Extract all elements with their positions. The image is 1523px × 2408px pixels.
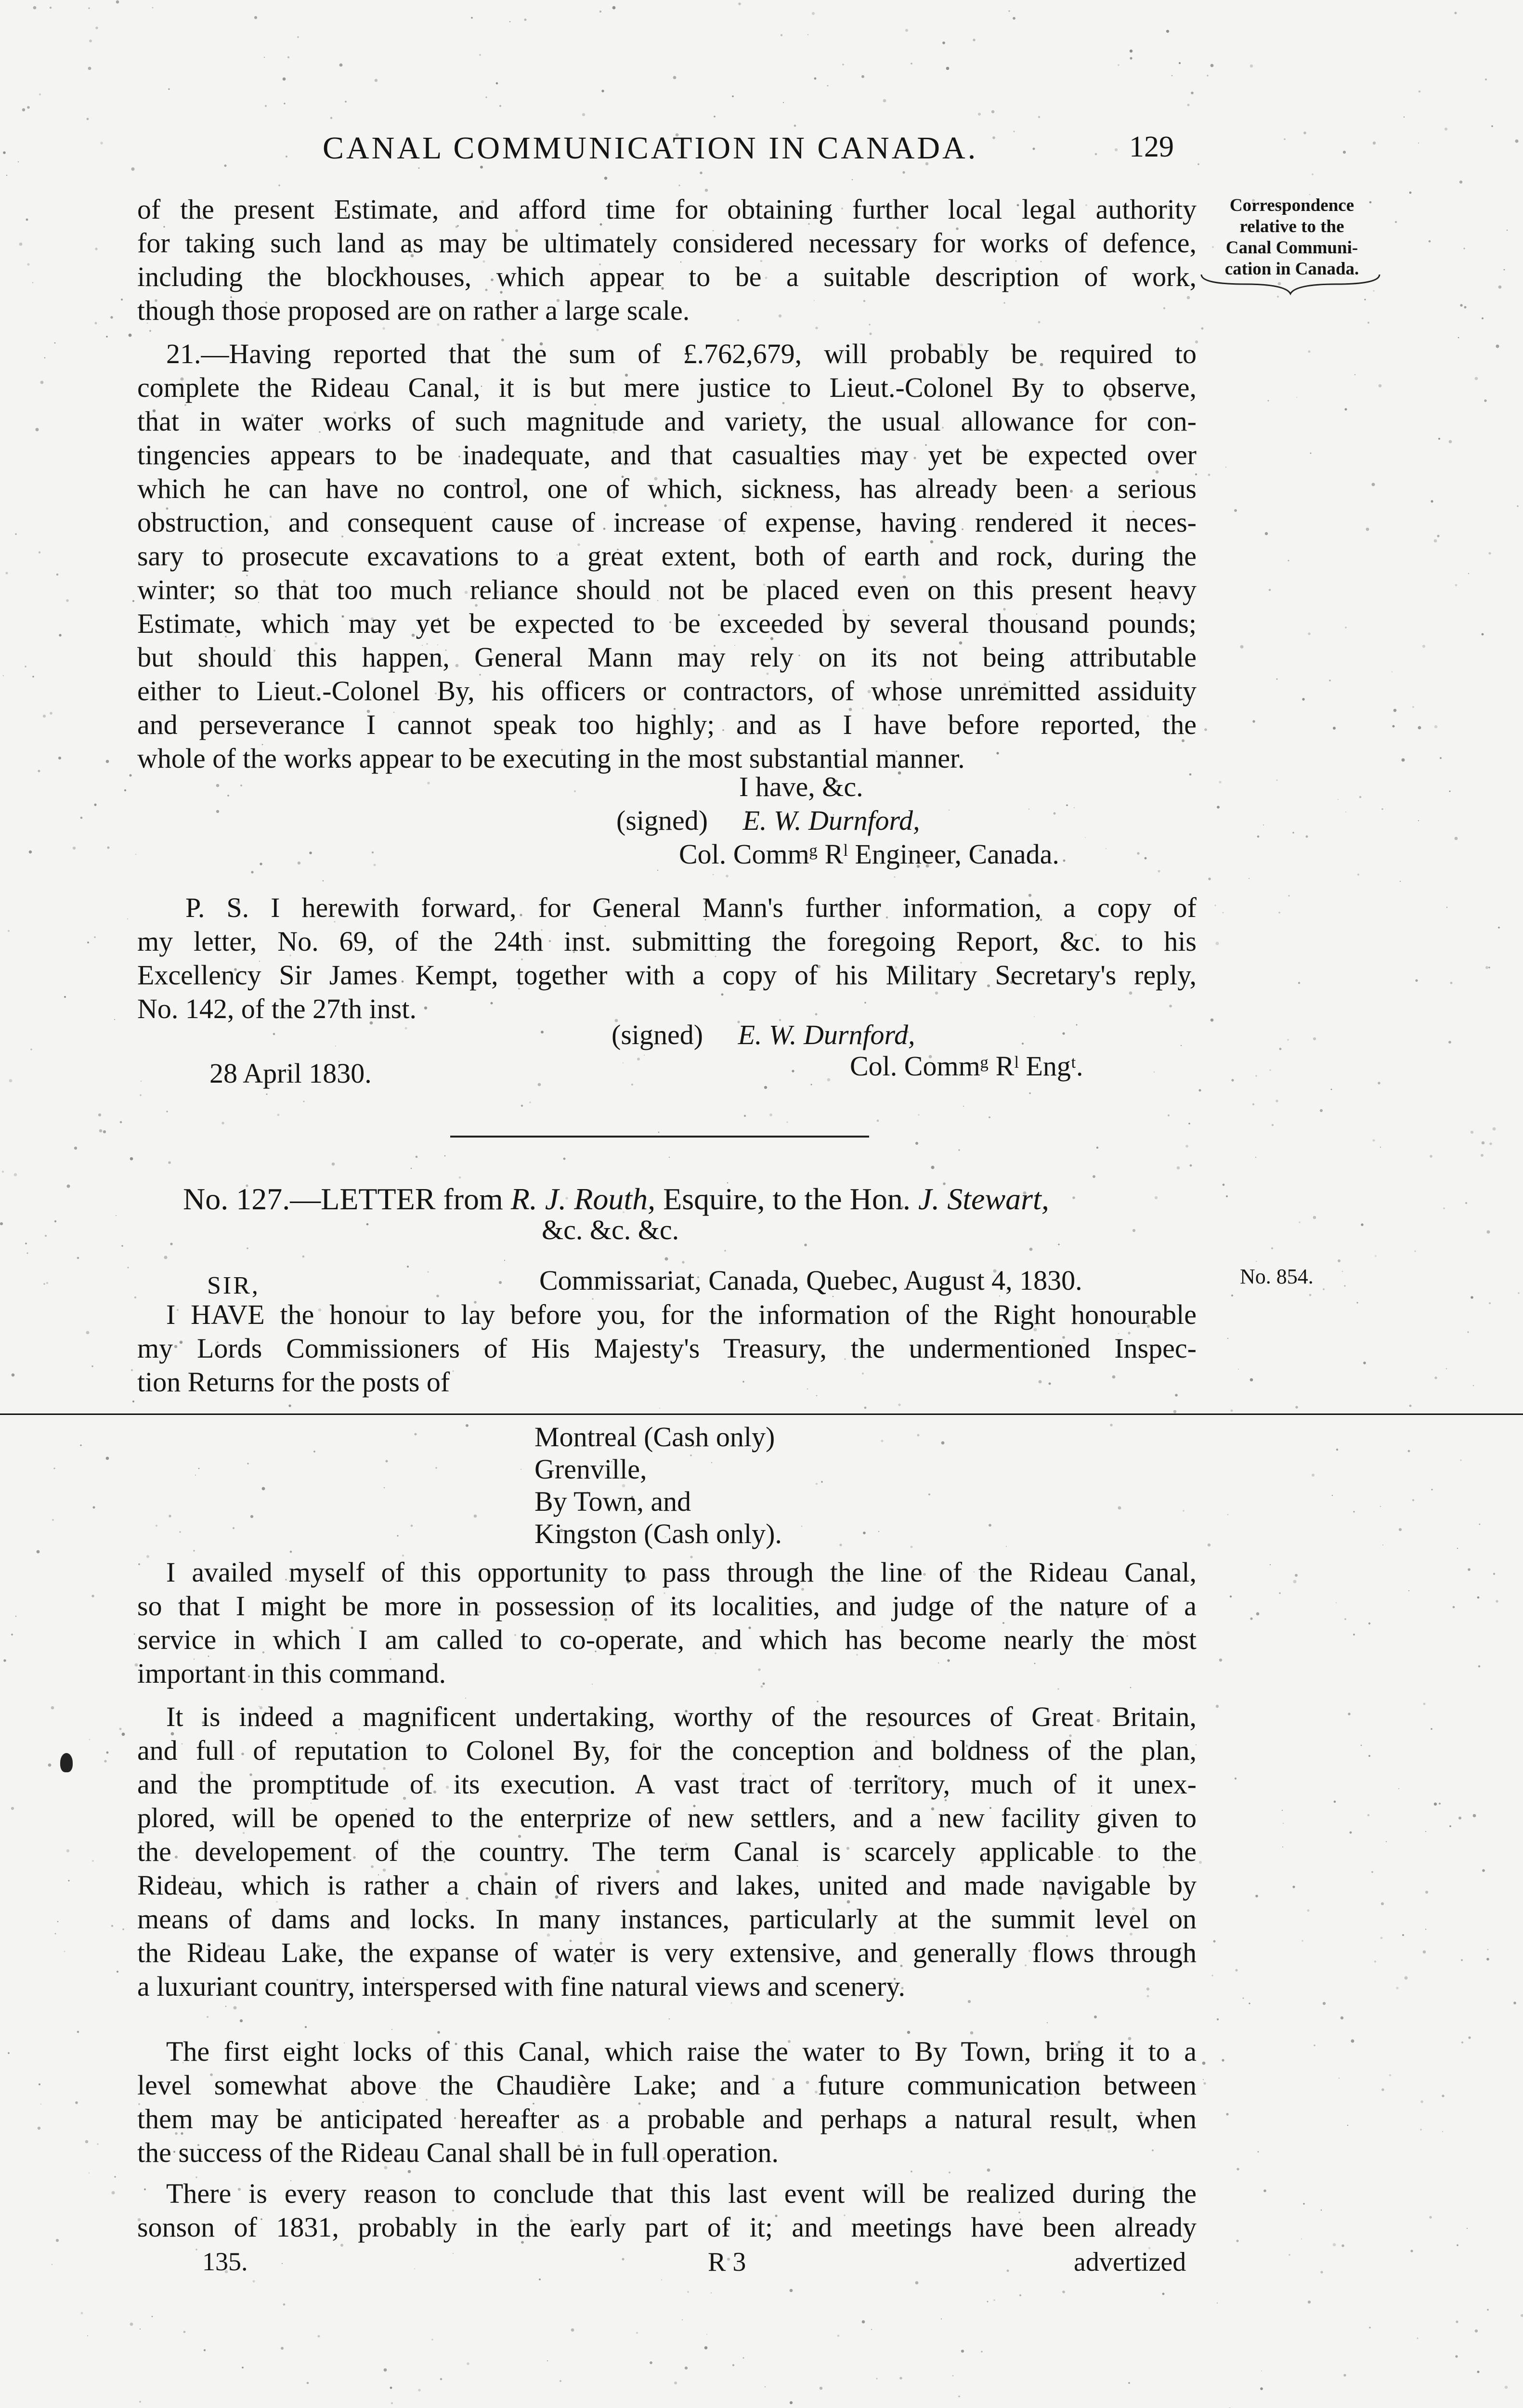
ps-signature: [612, 1019, 915, 1051]
text-line: and full of reputation to Colonel By, for the conception and boldness of the plan,: [137, 1735, 1197, 1766]
text-line: sary to prosecute excavations to a great extent, both of earth and rock, during the: [137, 540, 1197, 572]
text-line: important in this command.: [137, 1658, 446, 1689]
text-line: that in water works of such magnitude and variety, the usual allowance for con-: [137, 406, 1197, 437]
ps-date: 28 April 1830.: [209, 1058, 372, 1089]
text-line: the Rideau Lake, the expanse of water is very extensive, and generally flows through: [137, 1937, 1197, 1968]
text-line: P. S. I herewith forward, for General Mann's further information, a copy of: [185, 892, 1197, 923]
letter-to: J. Stewart,: [918, 1182, 1049, 1216]
post-item: Grenville,: [534, 1453, 647, 1485]
closing-formula: I have, &c.: [739, 771, 863, 802]
text-line: the developement of the country. The term Canal is scarcely applicable to the: [137, 1836, 1197, 1867]
catchword: advertized: [1074, 2247, 1186, 2277]
address-line: Commissariat, Canada, Quebec, August 4, 1830.: [539, 1265, 1082, 1296]
signature-block: [616, 804, 920, 837]
signer-title: Col. Commᵍ Rˡ Engineer, Canada.: [679, 838, 1059, 870]
text-line: winter; so that too much reliance should not be placed even on this present heavy: [137, 574, 1197, 605]
signer-name: E. W. Durnford,: [738, 1019, 915, 1050]
text-line: No. 142, of the 27th inst.: [137, 993, 417, 1024]
text-line: complete the Rideau Canal, it is but mere justice to Lieut.-Colonel By to observe,: [137, 372, 1197, 403]
paragraph-last-event: [137, 2177, 1197, 2244]
text-line: I availed myself of this opportunity to pass through the line of the Rideau Canal,: [166, 1557, 1197, 1588]
text-line: of the present Estimate, and afford time for obtaining further local legal authority: [137, 194, 1197, 225]
text-line: tingencies appears to be inadequate, and that casualties may yet be expected over: [137, 439, 1197, 471]
text-line: Rideau, which is rather a chain of rivers and lakes, united and made navigable by: [137, 1870, 1197, 1901]
paragraph-first-eight-locks: [137, 2035, 1197, 2170]
text-line: Excellency Sir James Kempt, together with a copy of his Military Secretary's reply,: [137, 959, 1197, 991]
letter-middle: Esquire, to the Hon.: [663, 1182, 911, 1216]
text-line: Estimate, which may yet be expected to be exceeded by several thousand pounds;: [137, 608, 1197, 639]
footer-number: 135.: [202, 2247, 248, 2276]
marginal-reference: No. 854.: [1240, 1265, 1314, 1288]
salutation: SIR,: [207, 1272, 260, 1299]
text-line: but should this happen, General Mann may rely on its not being attributable: [137, 641, 1197, 673]
margin-brace: [1199, 272, 1382, 296]
margin-note-line: cation in Canada.: [1224, 259, 1359, 279]
ps-signer-title: Col. Commᵍ Rˡ Engᵗ.: [850, 1050, 1083, 1082]
text-line: my letter, No. 69, of the 24th inst. submitting the foregoing Report, &c. to his: [137, 926, 1197, 957]
running-head: CANAL COMMUNICATION IN CANADA.: [323, 131, 978, 166]
text-line: It is indeed a magnificent undertaking, worthy of the resources of Great Britain,: [166, 1701, 1197, 1732]
ink-blot: [60, 1753, 73, 1772]
paragraph-rideau-passage: [137, 1556, 1197, 1690]
page-number: 129: [1129, 131, 1174, 163]
postscript: [137, 891, 1197, 1026]
text-line: though those proposed are on rather a large scale.: [137, 295, 690, 326]
letter-from: R. J. Routh,: [510, 1182, 656, 1216]
text-line: and perseverance I cannot speak too highly; and as I have before reported, the: [137, 709, 1197, 740]
text-line: for taking such land as may be ultimately considered necessary for works of defence,: [137, 227, 1197, 259]
text-line: service in which I am called to co-operate, and which has become nearly the most: [137, 1624, 1197, 1655]
text-line: level somewhat above the Chaudière Lake; and a future communication between: [137, 2069, 1197, 2101]
signed-label: (signed): [616, 805, 708, 836]
text-line: my Lords Commissioners of His Majesty's Treasury, the undermentioned Inspec-: [137, 1333, 1197, 1364]
signer-name: E. W. Durnford,: [742, 805, 920, 836]
post-item: Kingston (Cash only).: [534, 1518, 782, 1549]
text-line: either to Lieut.-Colonel By, his officers or contractors, of whose unremitted assiduity: [137, 675, 1197, 707]
text-line: means of dams and locks. In many instances, particularly at the summit level on: [137, 1903, 1197, 1935]
signed-label: (signed): [612, 1019, 703, 1050]
margin-note-line: Canal Communi-: [1225, 238, 1358, 258]
text-line: a luxuriant country, interspersed with fine natural views and scenery.: [137, 1971, 905, 2002]
section-divider: [450, 1136, 869, 1138]
text-line: I HAVE the honour to lay before you, for the information of the Right honourable: [166, 1299, 1197, 1330]
margin-note: [1198, 195, 1386, 280]
text-line: tion Returns for the posts of: [137, 1366, 450, 1398]
paragraph-21: [137, 337, 1197, 775]
letter-intro: [137, 1298, 1197, 1399]
text-line: the success of the Rideau Canal shall be in full operation.: [137, 2137, 779, 2168]
text-line: and the promptitude of its execution. A vast tract of territory, much of it unex-: [137, 1768, 1197, 1800]
text-line: sonson of 1831, probably in the early part of it; and meetings have been already: [137, 2212, 1197, 2243]
letter-heading-tail: &c. &c. &c.: [542, 1214, 679, 1245]
letter-heading: [183, 1182, 1049, 1216]
paragraph-magnificent-undertaking: [137, 1700, 1197, 2003]
page-join-line: [0, 1413, 1523, 1415]
text-line: The first eight locks of this Canal, which raise the water to By Town, bring it to a: [166, 2036, 1197, 2067]
paragraph-continuation: [137, 193, 1197, 327]
text-line: them may be anticipated hereafter as a probable and perhaps a natural result, when: [137, 2103, 1197, 2134]
margin-note-line: Correspondence: [1229, 196, 1354, 215]
text-line: including the blockhouses, which appear to be a suitable description of work,: [137, 261, 1197, 292]
text-line: which he can have no control, one of which, sickness, has already been a serious: [137, 473, 1197, 504]
text-line: plored, will be opened to the enterprize of new settlers, and a new facility given to: [137, 1802, 1197, 1833]
text-line: so that I might be more in possession of its localities, and judge of the nature of a: [137, 1590, 1197, 1622]
signature-mark: R 3: [708, 2247, 746, 2277]
post-item: Montreal (Cash only): [534, 1421, 775, 1453]
post-item: By Town, and: [534, 1486, 691, 1517]
margin-note-line: relative to the: [1239, 217, 1344, 236]
text-line: whole of the works appear to be executing in the most substantial manner.: [137, 743, 965, 774]
text-line: There is every reason to conclude that this last event will be realized during the: [166, 2178, 1197, 2209]
text-line: obstruction, and consequent cause of increase of expense, having rendered it neces-: [137, 507, 1197, 538]
letter-number: No. 127.—LETTER from: [183, 1182, 503, 1216]
posts-list: [534, 1421, 782, 1550]
text-line: 21.—Having reported that the sum of £.762,679, will probably be required to: [166, 338, 1197, 369]
